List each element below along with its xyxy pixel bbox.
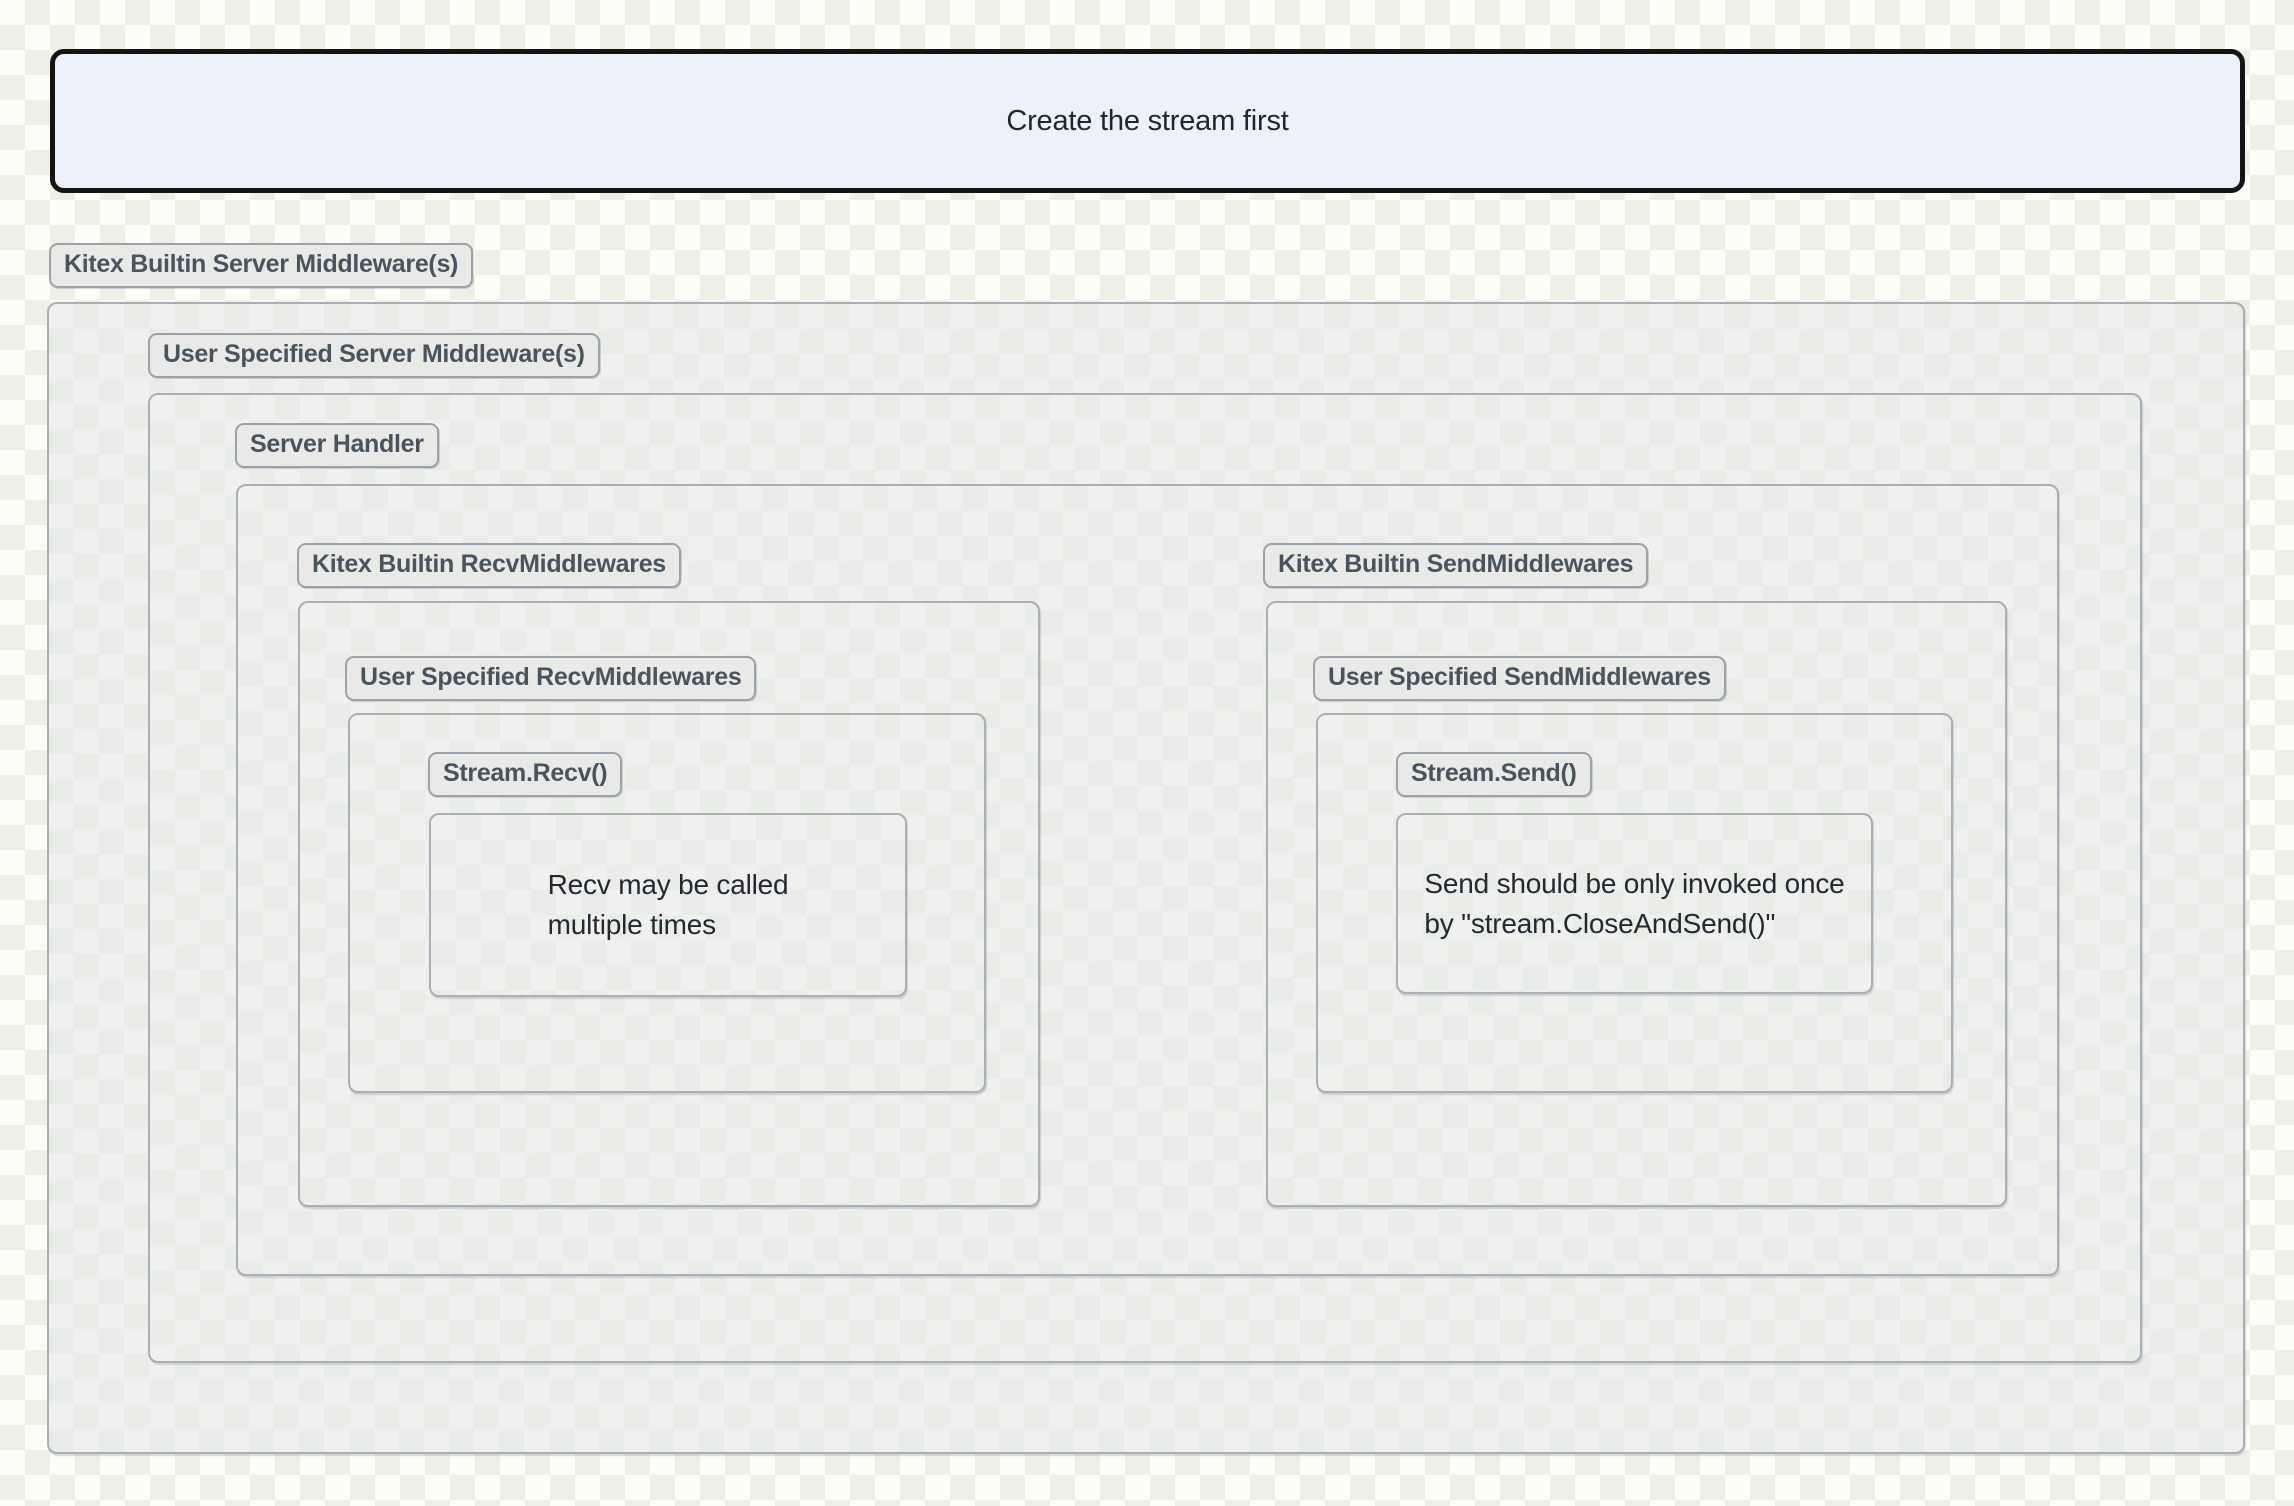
label-kitex-builtin-send-middlewares: Kitex Builtin SendMiddlewares [1263, 543, 1648, 588]
box-kitex-builtin-send-middlewares [1266, 601, 2007, 1207]
box-user-specified-recv-middlewares [348, 713, 986, 1093]
note-send [1396, 813, 1873, 994]
note-send-line-2: by "stream.CloseAndSend()" [1424, 907, 1776, 939]
label-user-specified-server-middlewares: User Specified Server Middleware(s) [148, 333, 600, 378]
note-recv-line-1: Recv may be called [547, 869, 789, 900]
note-send-text [1424, 864, 1844, 944]
box-user-specified-send-middlewares [1316, 713, 1953, 1093]
box-kitex-builtin-recv-middlewares [298, 601, 1040, 1207]
note-recv-line-2: multiple times [547, 909, 716, 940]
label-server-handler: Server Handler [235, 423, 439, 468]
box-user-specified-server-middlewares [148, 393, 2142, 1363]
create-stream-banner-text: Create the stream first [1006, 104, 1289, 137]
label-kitex-builtin-server-middlewares: Kitex Builtin Server Middleware(s) [49, 243, 473, 288]
label-user-specified-recv-middlewares: User Specified RecvMiddlewares [345, 656, 756, 701]
label-kitex-builtin-recv-middlewares: Kitex Builtin RecvMiddlewares [297, 543, 681, 588]
label-user-specified-send-middlewares: User Specified SendMiddlewares [1313, 656, 1726, 701]
box-server-handler [236, 484, 2059, 1276]
label-stream-recv: Stream.Recv() [428, 752, 622, 797]
box-kitex-builtin-server-middlewares [47, 302, 2245, 1454]
create-stream-banner [50, 49, 2245, 193]
note-send-line-1: Send should be only invoked once [1424, 867, 1845, 899]
note-recv-text [548, 865, 789, 945]
note-recv [429, 813, 907, 997]
label-stream-send: Stream.Send() [1396, 752, 1592, 797]
